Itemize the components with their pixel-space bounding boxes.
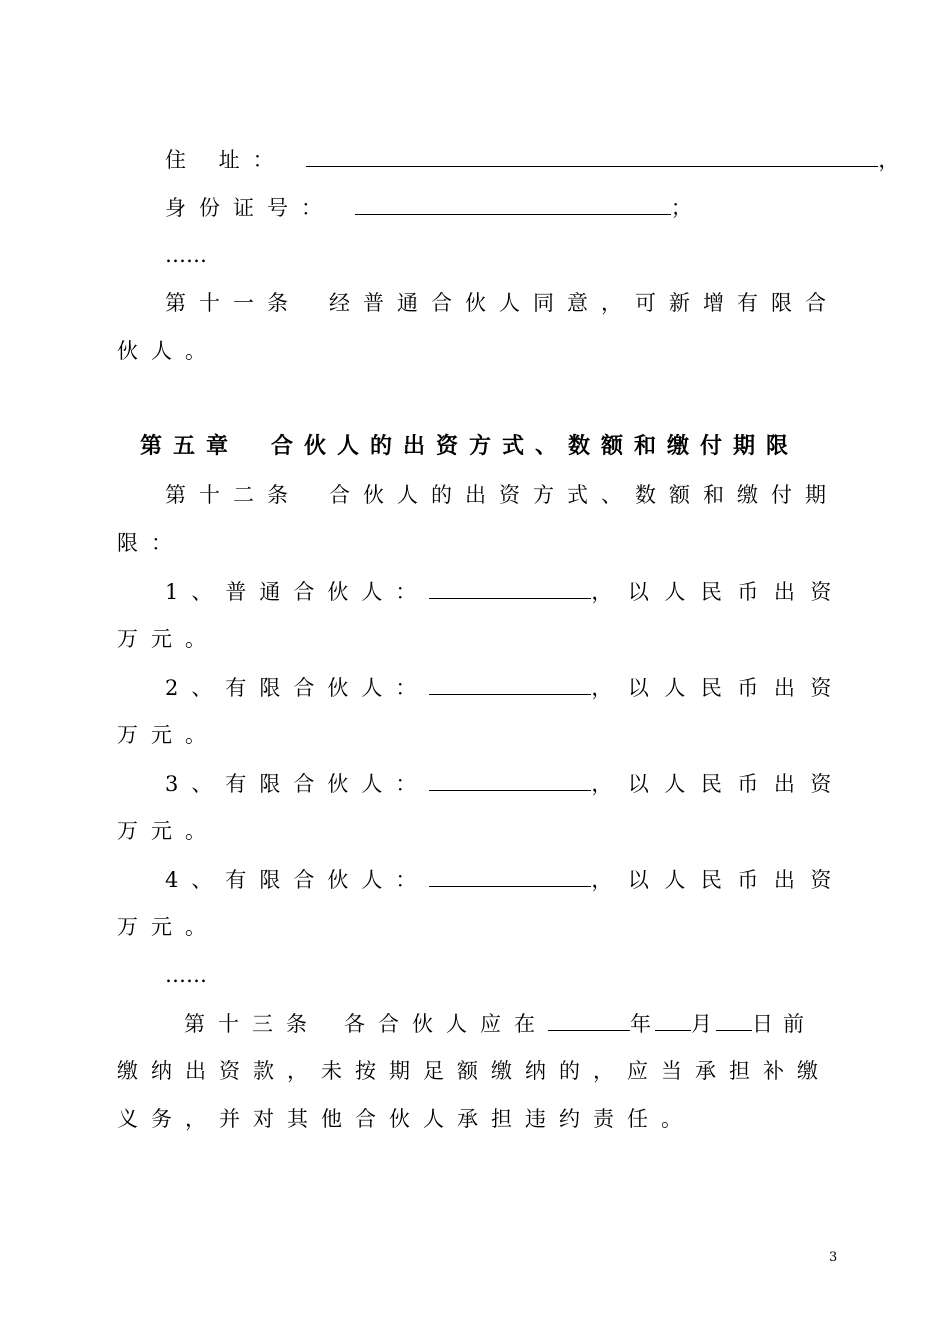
year-blank[interactable] <box>548 1008 630 1031</box>
id-blank[interactable] <box>355 192 671 215</box>
address-line <box>165 144 899 175</box>
item-2-name-blank[interactable] <box>429 672 591 695</box>
article-12-line-2: 限： <box>117 531 185 555</box>
chapter-5-number: 第五章 <box>140 434 240 459</box>
article-12-number: 第十二条 <box>165 483 301 507</box>
item-3-end: 万元。 <box>117 819 219 843</box>
day-blank[interactable] <box>716 1008 752 1031</box>
item-4-mid: ，以人民币出资 <box>591 868 847 892</box>
article-13-number: 第十三条 <box>184 1012 320 1036</box>
id-label: 身份证号： <box>165 196 335 220</box>
item-1-end: 万元。 <box>117 627 219 651</box>
article-11-line-2: 伙人。 <box>117 339 219 363</box>
item-3-line <box>165 768 847 799</box>
item-1-label: 1、普通合伙人： <box>165 580 430 604</box>
article-12-text: 合伙人的出资方式、数额和缴付期 <box>329 483 839 507</box>
item-1-mid: ，以人民币出资 <box>591 580 847 604</box>
address-blank[interactable] <box>306 144 878 167</box>
item-4-line <box>165 864 847 895</box>
id-line <box>165 192 692 223</box>
article-12-line-1 <box>165 480 839 510</box>
month-label: 月 <box>691 1012 716 1036</box>
ellipsis-1: …… <box>165 243 207 267</box>
month-blank[interactable] <box>655 1008 691 1031</box>
article-13-text-a: 各合伙人应在 <box>344 1012 548 1036</box>
article-11-text: 经普通合伙人同意，可新增有限合 <box>329 291 839 315</box>
article-13-line-2: 缴纳出资款，未按期足额缴纳的，应当承担补缴 <box>117 1059 831 1083</box>
article-13-line-1 <box>184 1008 814 1039</box>
item-4-name-blank[interactable] <box>429 864 591 887</box>
page-number: 3 <box>829 1250 838 1265</box>
address-label: 住 址： <box>165 148 287 172</box>
article-11-number: 第十一条 <box>165 291 301 315</box>
item-3-label: 3、有限合伙人： <box>165 772 430 796</box>
item-2-mid: ，以人民币出资 <box>591 676 847 700</box>
id-end: ； <box>670 196 692 220</box>
item-1-name-blank[interactable] <box>429 576 591 599</box>
item-2-label: 2、有限合伙人： <box>165 676 430 700</box>
item-2-end: 万元。 <box>117 723 219 747</box>
day-label: 日前 <box>752 1012 814 1036</box>
year-label: 年 <box>630 1012 655 1036</box>
article-13-line-3: 义务，并对其他合伙人承担违约责任。 <box>117 1107 695 1131</box>
chapter-5-title: 合伙人的出资方式、数额和缴付期限 <box>271 434 800 459</box>
item-1-line <box>165 576 847 607</box>
item-4-end: 万元。 <box>117 915 219 939</box>
ellipsis-2: …… <box>165 963 207 987</box>
item-2-line <box>165 672 847 703</box>
address-end: ， <box>878 148 900 172</box>
article-11-line-1 <box>165 288 839 318</box>
item-4-label: 4、有限合伙人： <box>165 868 430 892</box>
item-3-mid: ，以人民币出资 <box>591 772 847 796</box>
chapter-5-heading <box>140 432 799 462</box>
item-3-name-blank[interactable] <box>429 768 591 791</box>
